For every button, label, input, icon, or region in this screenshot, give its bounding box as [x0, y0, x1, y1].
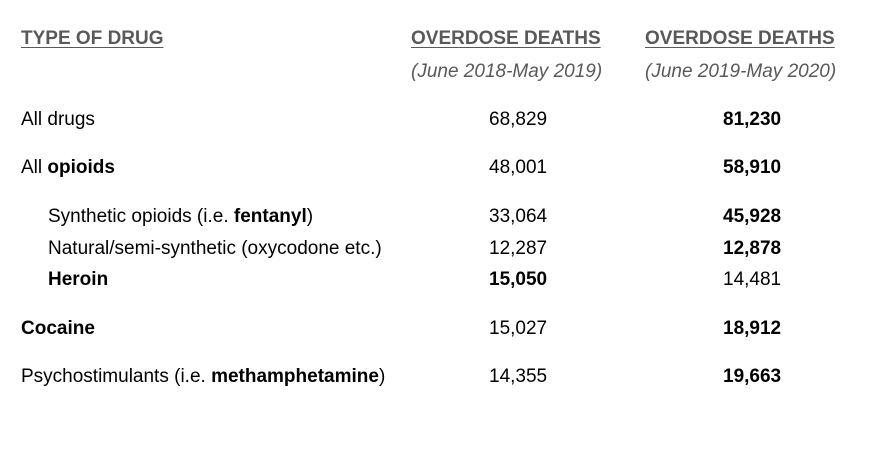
deaths-2018-2019-value: 15,050 — [489, 269, 548, 290]
table-row — [0, 364, 885, 390]
drug-type-label-segment: All — [21, 157, 48, 178]
table-row — [0, 107, 885, 133]
drug-type-label-segment: Synthetic opioids (i.e. — [48, 206, 234, 227]
header-overdose-deaths-2020: OVERDOSE DEATHS — [645, 28, 835, 49]
drug-type-label — [21, 107, 95, 133]
table-row — [0, 316, 885, 342]
drug-type-label-segment: Cocaine — [21, 318, 95, 339]
table-row — [0, 236, 885, 262]
deaths-2018-2019-value: 14,355 — [489, 366, 548, 387]
deaths-2019-2020-value: 58,910 — [723, 157, 782, 178]
drug-type-label-segment: Heroin — [48, 269, 109, 290]
subheader-period-2020: (June 2019-May 2020) — [645, 61, 837, 82]
drug-type-label — [21, 364, 385, 390]
drug-type-label-segment: ) — [378, 366, 386, 387]
drug-type-label — [21, 155, 115, 181]
table-row — [0, 204, 885, 230]
subheader-period-2019: (June 2018-May 2019) — [411, 61, 603, 82]
deaths-2019-2020-value: 12,878 — [723, 238, 782, 259]
table-row — [0, 267, 885, 293]
drug-type-label — [21, 316, 95, 342]
drug-type-label-segment: opioids — [47, 157, 115, 178]
header-overdose-deaths-2019: OVERDOSE DEATHS — [411, 28, 601, 49]
table-row — [0, 155, 885, 181]
drug-type-label — [48, 267, 108, 293]
drug-type-label-segment: All drugs — [21, 109, 95, 130]
drug-type-label — [48, 236, 382, 262]
drug-type-label-segment: Natural/semi-synthetic (oxycodone etc.) — [48, 238, 382, 259]
deaths-2019-2020-value: 81,230 — [723, 109, 782, 130]
drug-type-label-segment: methamphetamine — [211, 366, 379, 387]
drug-type-label — [48, 204, 313, 230]
deaths-2018-2019-value: 15,027 — [489, 318, 548, 339]
drug-type-label-segment: ) — [306, 206, 314, 227]
deaths-2018-2019-value: 68,829 — [489, 109, 548, 130]
deaths-2019-2020-value: 19,663 — [723, 366, 782, 387]
deaths-2018-2019-value: 48,001 — [489, 157, 548, 178]
deaths-2019-2020-value: 18,912 — [723, 318, 782, 339]
drug-type-label-segment: fentanyl — [233, 206, 307, 227]
deaths-2019-2020-value: 14,481 — [723, 269, 782, 290]
header-type-of-drug: TYPE OF DRUG — [21, 28, 164, 49]
drug-type-label-segment: Psychostimulants (i.e. — [21, 366, 212, 387]
deaths-2019-2020-value: 45,928 — [723, 206, 782, 227]
deaths-2018-2019-value: 12,287 — [489, 238, 548, 259]
deaths-2018-2019-value: 33,064 — [489, 206, 548, 227]
